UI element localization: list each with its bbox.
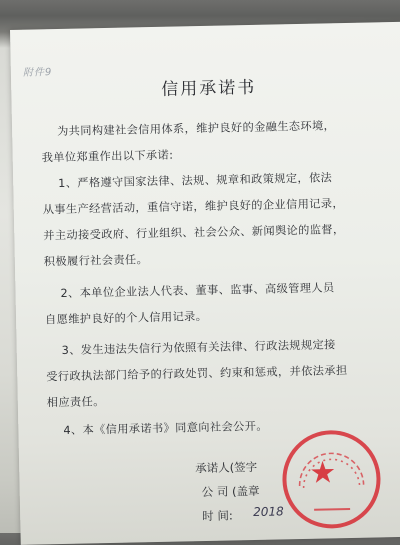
document-title: 信用承诺书 xyxy=(161,77,257,100)
paragraph-line: 受行政执法部门给予的行政处罚、约束和惩戒，并依法承担 xyxy=(46,364,348,384)
paragraph-line: 我单位郑重作出以下承诺: xyxy=(41,148,174,165)
paragraph-line: 相应责任。 xyxy=(46,395,105,410)
paragraph-line: 4、本《信用承诺书》同意向社会公开。 xyxy=(63,419,269,437)
signer-label: 承诺人(签字 xyxy=(195,459,258,476)
paragraph-line: 1、严格遵守国家法律、法规、规章和政策规定，依法 xyxy=(58,171,333,191)
paragraph-line: 并主动接受政府、行业组织、社会公众、新闻舆论的监督， xyxy=(43,223,345,243)
paragraph-line: 3、发生违法失信行为依照有关法律、行政法规规定接 xyxy=(61,338,336,357)
date-label: 时 间: xyxy=(202,508,233,524)
paragraph-line: 2、本单位企业法人代表、董事、监事、高级管理人员 xyxy=(60,281,335,300)
paragraph-line: 自愿维护良好的个人信用记录。 xyxy=(44,309,208,327)
document-sheet xyxy=(10,22,400,545)
paragraph-line: 为共同构建社会信用体系，维护良好的金融生态环境， xyxy=(57,119,336,139)
paragraph-line: 积极履行社会责任。 xyxy=(43,253,149,269)
handwritten-date: 2018 xyxy=(253,504,284,520)
paragraph-line: 从事生产经营活动，重信守诺，维护良好的企业信用记录， xyxy=(42,197,345,217)
attachment-label: 附件9 xyxy=(22,67,53,79)
company-seal-label: 公 司 (盖章 xyxy=(201,483,260,500)
seal-star-icon: ★ xyxy=(308,455,337,491)
